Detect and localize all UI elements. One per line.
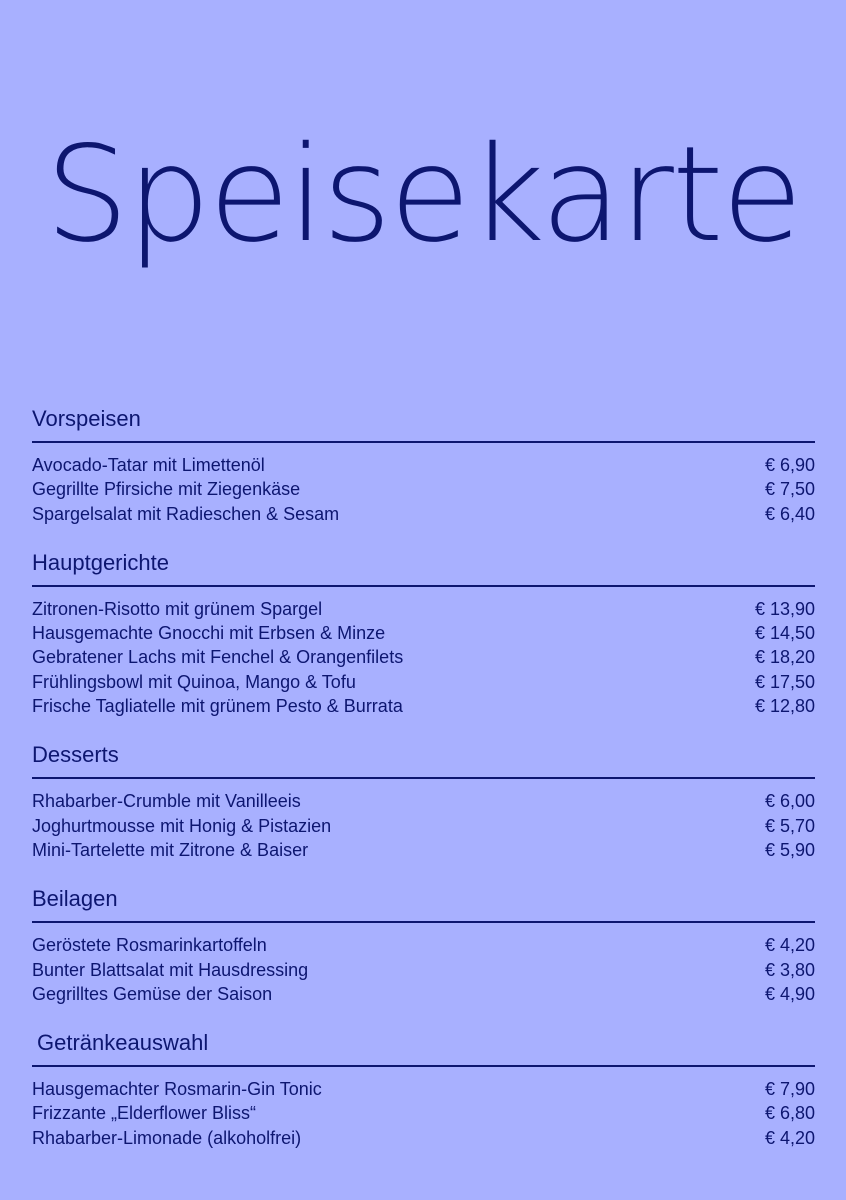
item-price: € 7,90 <box>764 1079 815 1100</box>
item-name: Zitronen-Risotto mit grünem Spargel <box>32 598 323 619</box>
item-name: Joghurtmousse mit Honig & Pistazien <box>32 815 332 836</box>
menu-item <box>32 982 815 1006</box>
section-heading: Desserts <box>32 740 815 779</box>
item-name: Gegrilltes Gemüse der Saison <box>32 983 273 1004</box>
item-price: € 12,80 <box>754 696 815 717</box>
page-title: Speisekarte <box>45 118 801 273</box>
item-name: Hausgemachte Gnocchi mit Erbsen & Minze <box>32 623 386 644</box>
item-name: Rhabarber-Crumble mit Vanilleeis <box>32 791 301 812</box>
section-hauptgerichte <box>32 548 815 718</box>
item-price: € 4,20 <box>764 935 815 956</box>
menu-item <box>32 1101 815 1125</box>
section-heading: Vorspeisen <box>32 404 815 443</box>
item-price: € 7,50 <box>764 479 815 500</box>
item-name: Gebratener Lachs mit Fenchel & Orangenfilets <box>32 647 404 668</box>
item-price: € 6,80 <box>764 1103 815 1124</box>
menu-item <box>32 933 815 957</box>
section-beilagen <box>32 884 815 1006</box>
menu-item <box>32 477 815 501</box>
menu-item <box>32 1126 815 1150</box>
item-price: € 5,90 <box>764 839 815 860</box>
item-name: Geröstete Rosmarinkartoffeln <box>32 935 267 956</box>
item-price: € 6,40 <box>764 503 815 524</box>
section-desserts <box>32 740 815 862</box>
item-price: € 5,70 <box>764 815 815 836</box>
item-name: Frühlingsbowl mit Quinoa, Mango & Tofu <box>32 671 356 692</box>
menu-item <box>32 597 815 621</box>
menu-list <box>32 404 815 1172</box>
item-name: Spargelsalat mit Radieschen & Sesam <box>32 503 340 524</box>
item-price: € 6,00 <box>764 791 815 812</box>
item-name: Avocado-Tatar mit Limettenöl <box>32 455 265 475</box>
menu-item <box>32 453 815 477</box>
item-price: € 18,20 <box>754 647 815 668</box>
item-name: Frizzante „Elderflower Bliss“ <box>32 1103 257 1124</box>
item-name: Frische Tagliatelle mit grünem Pesto & Burrata <box>32 696 403 717</box>
section-heading: Getränkeauswahl <box>32 1028 815 1067</box>
item-price: € 17,50 <box>754 671 815 692</box>
item-price: € 3,80 <box>764 959 815 980</box>
menu-item <box>32 838 815 862</box>
item-price: € 4,90 <box>764 983 815 1004</box>
item-name: Bunter Blattsalat mit Hausdressing <box>32 959 309 980</box>
item-price: € 6,90 <box>764 455 815 475</box>
menu-item <box>32 694 815 718</box>
menu-item <box>32 1077 815 1101</box>
section-vorspeisen <box>32 404 815 526</box>
item-price: € 13,90 <box>754 598 815 619</box>
menu-item <box>32 958 815 982</box>
menu-item <box>32 645 815 669</box>
item-price: € 14,50 <box>754 623 815 644</box>
item-name: Mini-Tartelette mit Zitrone & Baiser <box>32 839 309 860</box>
item-name: Rhabarber-Limonade (alkoholfrei) <box>32 1127 302 1148</box>
section-getraenkeauswahl <box>32 1028 815 1150</box>
section-heading: Beilagen <box>32 884 815 923</box>
item-price: € 4,20 <box>764 1127 815 1148</box>
menu-item <box>32 814 815 838</box>
item-name: Gegrillte Pfirsiche mit Ziegenkäse <box>32 479 301 500</box>
menu-item <box>32 621 815 645</box>
menu-item <box>32 502 815 526</box>
item-name: Hausgemachter Rosmarin-Gin Tonic <box>32 1079 322 1100</box>
menu-item <box>32 670 815 694</box>
menu-item <box>32 789 815 813</box>
section-heading: Hauptgerichte <box>32 548 815 587</box>
